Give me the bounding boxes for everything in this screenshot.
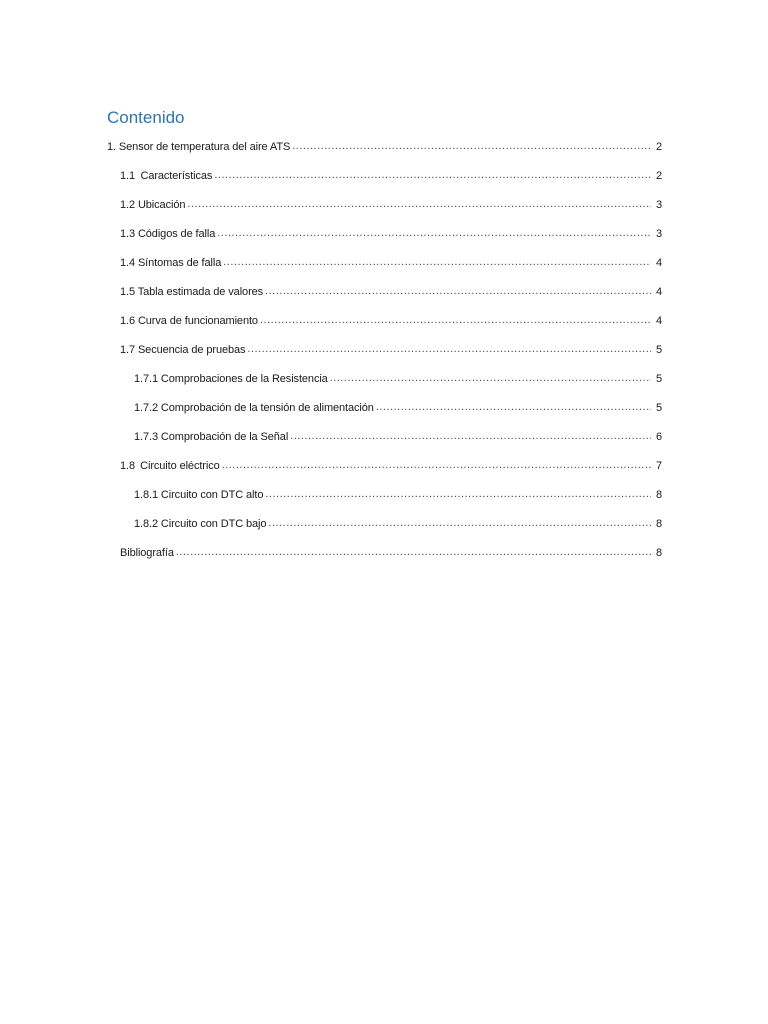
toc-leader-dots	[376, 401, 651, 414]
toc-entry-text: 1.6 Curva de funcionamiento	[120, 314, 258, 327]
toc-leader-dots	[260, 314, 651, 327]
toc-entry-text: Características	[140, 169, 213, 182]
toc-leader-dots	[222, 459, 651, 472]
toc-leader-dots	[217, 227, 651, 240]
toc-entry[interactable]	[107, 509, 662, 538]
toc-entry-page: 3	[655, 227, 662, 240]
toc-leader-dots	[290, 430, 651, 443]
toc-entry-text: 1.5 Tabla estimada de valores	[120, 285, 264, 298]
toc-entry[interactable]	[107, 248, 662, 277]
toc-entry-page: 4	[655, 314, 662, 327]
toc-entry[interactable]	[107, 335, 662, 364]
toc-entry-text: Bibliografía	[120, 546, 174, 559]
toc-entry-text: 1. Sensor de temperatura del aire ATS	[107, 140, 291, 153]
toc-entry[interactable]	[107, 132, 662, 161]
toc-entry[interactable]	[107, 364, 662, 393]
toc-entry-text: 1.7.3 Comprobación de la Señal	[134, 430, 289, 443]
toc-entry-text: 1.2 Ubicación	[120, 198, 186, 211]
table-of-contents	[107, 132, 662, 567]
toc-entry[interactable]	[107, 161, 662, 190]
toc-entry-page: 6	[655, 430, 662, 443]
toc-leader-dots	[265, 285, 651, 298]
toc-entry-text: 1.7 Secuencia de pruebas	[120, 343, 246, 356]
toc-entry[interactable]	[107, 422, 662, 451]
toc-entry-page: 5	[655, 343, 662, 356]
toc-heading: Contenido	[107, 108, 185, 127]
toc-entry[interactable]	[107, 393, 662, 422]
toc-entry[interactable]	[107, 190, 662, 219]
toc-entry-text: Circuito eléctrico	[140, 459, 220, 472]
toc-entry-page: 3	[655, 198, 662, 211]
toc-entry-page: 4	[655, 285, 662, 298]
toc-entry-text: 1.8.1 Circuito con DTC alto	[134, 488, 264, 501]
toc-entry[interactable]	[107, 277, 662, 306]
toc-leader-dots	[292, 140, 651, 153]
toc-entry-text: 1.7.2 Comprobación de la tensión de alimentación	[134, 401, 374, 414]
toc-entry-page: 2	[655, 169, 662, 182]
toc-leader-dots	[330, 372, 651, 385]
toc-leader-dots	[176, 546, 651, 559]
toc-entry-text: 1.8.2 Circuito con DTC bajo	[134, 517, 267, 530]
toc-entry[interactable]	[107, 451, 662, 480]
toc-entry-page: 5	[655, 372, 662, 385]
toc-entry-page: 5	[655, 401, 662, 414]
toc-entry[interactable]	[107, 538, 662, 567]
toc-entry-text: 1.7.1 Comprobaciones de la Resistencia	[134, 372, 328, 385]
toc-entry-page: 8	[655, 517, 662, 530]
toc-leader-dots	[223, 256, 651, 269]
toc-entry[interactable]	[107, 480, 662, 509]
toc-leader-dots	[187, 198, 651, 211]
toc-entry-page: 4	[655, 256, 662, 269]
toc-leader-dots	[268, 517, 651, 530]
toc-entry-page: 7	[655, 459, 662, 472]
toc-entry-page: 2	[655, 140, 662, 153]
toc-entry-text: 1.4 Síntomas de falla	[120, 256, 222, 269]
toc-leader-dots	[214, 169, 651, 182]
toc-entry-page: 8	[655, 546, 662, 559]
toc-leader-dots	[265, 488, 651, 501]
toc-leader-dots	[247, 343, 651, 356]
toc-entry-number: 1.8	[120, 459, 135, 472]
toc-entry-page: 8	[655, 488, 662, 501]
toc-entry-number: 1.1	[120, 169, 135, 182]
toc-entry[interactable]	[107, 219, 662, 248]
toc-entry-text: 1.3 Códigos de falla	[120, 227, 216, 240]
toc-entry[interactable]	[107, 306, 662, 335]
